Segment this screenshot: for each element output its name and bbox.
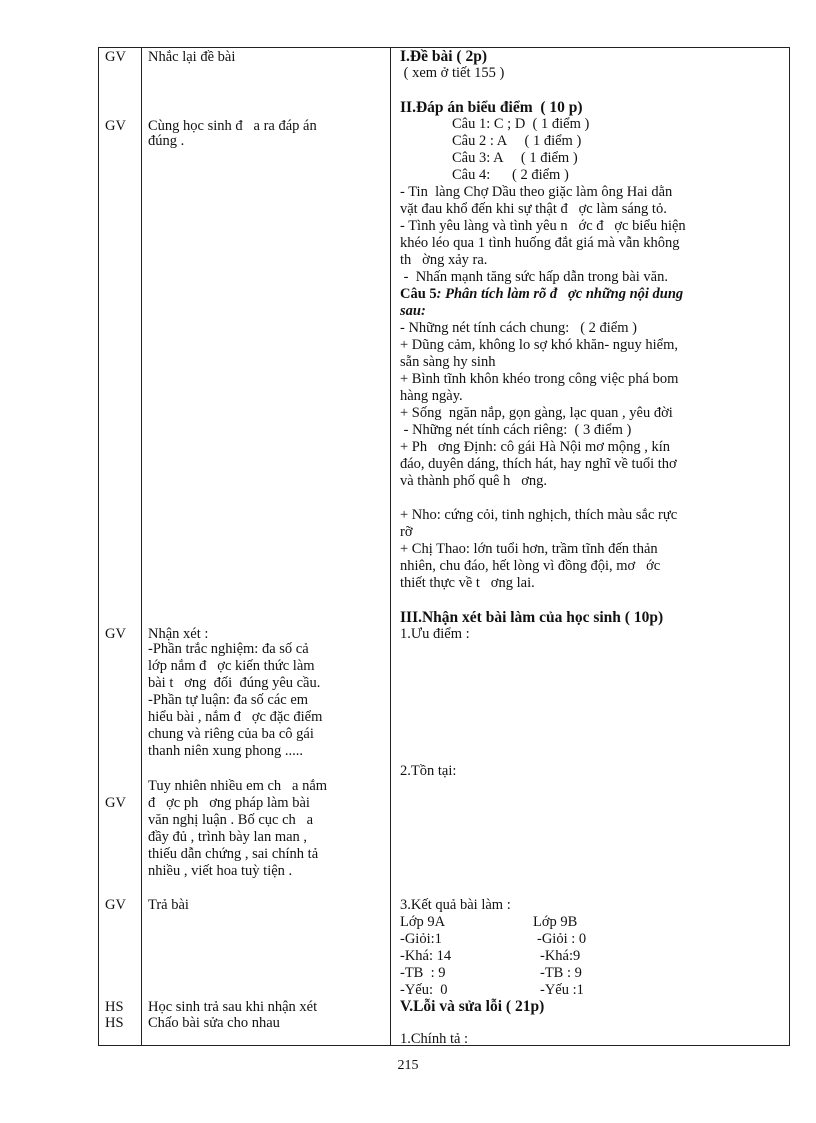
question-5-heading: [400, 287, 683, 302]
answer-line: Câu 3: A ( 1 điểm ): [452, 150, 578, 166]
answer-line: Câu 4: ( 2 điểm ): [452, 167, 569, 183]
result-line: -Giỏi:1: [400, 931, 442, 947]
answer-line: Câu 1: C ; D ( 1 điểm ): [452, 116, 590, 132]
result-line: -Yếu :1: [540, 982, 584, 998]
page-number: 215: [397, 1058, 419, 1073]
result-line: Lớp 9B: [533, 914, 578, 930]
activity-text: -Phần trắc nghiệm: đa số cả: [148, 641, 309, 657]
subsection-label: 1.Ưu điểm :: [400, 626, 470, 642]
column-divider: [141, 48, 142, 1045]
section-title: II.Đáp án biểu điểm ( 10 p): [400, 99, 583, 116]
activity-text: Cùng học sinh đ a ra đáp án: [148, 118, 317, 134]
body-line: - Tin làng Chợ Dầu theo giặc làm ông Hai dằn: [400, 184, 673, 200]
subsection-label: 1.Chính tả :: [400, 1031, 469, 1047]
body-line: + Sống ngăn nắp, gọn gàng, lạc quan , yêu đời: [400, 405, 673, 421]
result-line: -Giỏi : 0: [537, 931, 587, 947]
column-divider: [390, 48, 391, 1045]
activity-text: đúng .: [148, 133, 185, 149]
result-line: -Yếu: 0: [400, 982, 448, 998]
activity-text: văn nghị luận . Bố cục ch a: [148, 812, 314, 828]
role-label: HS: [105, 999, 124, 1015]
result-line: -TB : 9: [540, 965, 582, 981]
result-line: -Khá: 14: [400, 948, 452, 964]
answer-line: Câu 2 : A ( 1 điểm ): [452, 133, 582, 149]
result-line: -TB : 9: [400, 965, 446, 981]
body-line: + Bình tĩnh khôn khéo trong công việc phá bom: [400, 371, 679, 387]
result-line: -Khá:9: [540, 948, 581, 964]
activity-text: Chấo bài sửa cho nhau: [148, 1015, 280, 1031]
body-line: + Ph ơng Định: cô gái Hà Nội mơ mộng , kín: [400, 439, 670, 455]
role-label: GV: [105, 626, 126, 642]
activity-text: đầy đủ , trình bày lan man ,: [148, 829, 308, 845]
activity-text: đ ợc ph ơng pháp làm bài: [148, 795, 310, 811]
subsection-label: 3.Kết quả bài làm :: [400, 897, 511, 913]
body-line: hàng ngày.: [400, 388, 463, 404]
activity-text: nhiều , viết hoa tuỳ tiện .: [148, 863, 293, 879]
body-line: thiết thực về t ơng lai.: [400, 575, 535, 591]
activity-text: Học sinh trả sau khi nhận xét: [148, 999, 318, 1015]
body-line: rỡ: [400, 524, 413, 540]
body-line: - Những nét tính cách chung: ( 2 điểm ): [400, 320, 637, 336]
activity-text: thanh niên xung phong .....: [148, 743, 304, 759]
activity-text: lớp nắm đ ợc kiến thức làm: [148, 658, 315, 674]
activity-text: hiểu bài , nắm đ ợc đặc điểm: [148, 709, 323, 725]
result-line: Lớp 9A: [400, 914, 446, 930]
role-label: GV: [105, 897, 126, 913]
body-line: th ờng xảy ra.: [400, 252, 488, 268]
role-label: GV: [105, 118, 126, 134]
section-note: ( xem ở tiết 155 ): [400, 65, 505, 81]
question-5-text: : Phân tích làm rõ đ ợc những nội dung: [436, 286, 684, 302]
body-line: + Nho: cứng cỏi, tinh nghịch, thích màu sắc rực: [400, 507, 678, 523]
body-line: đáo, duyên dáng, thích hát, hay nghĩ về tuổi thơ: [400, 456, 677, 472]
body-line: và thành phố quê h ơng.: [400, 473, 548, 489]
activity-text: Nhận xét :: [148, 626, 209, 642]
activity-text: -Phần tự luận: đa số các em: [148, 692, 309, 708]
section-title: III.Nhận xét bài làm của học sinh ( 10p): [400, 609, 664, 626]
activity-text: Nhắc lại đề bài: [148, 49, 236, 65]
question-5-label: Câu 5: [400, 286, 437, 302]
activity-text: chung và riêng của ba cô gái: [148, 726, 314, 742]
body-line: + Chị Thao: lớn tuổi hơn, trầm tĩnh đến thản: [400, 541, 658, 557]
subsection-label: 2.Tồn tại:: [400, 763, 457, 779]
activity-text: Tuy nhiên nhiều em ch a nắm: [148, 778, 328, 794]
body-line: - Tình yêu làng và tình yêu n ớc đ ợc biểu hiện: [400, 218, 686, 234]
role-label: GV: [105, 795, 126, 811]
body-line: sẵn sàng hy sinh: [400, 354, 496, 370]
section-title: V.Lỗi và sửa lỗi ( 21p): [400, 998, 545, 1015]
question-5-text: sau:: [400, 303, 426, 319]
activity-text: bài t ơng đối đúng yêu cầu.: [148, 675, 321, 691]
activity-text: Trả bài: [148, 897, 189, 913]
role-label: HS: [105, 1015, 124, 1031]
body-line: nhiên, chu đáo, hết lòng vì đồng đội, mơ ớc: [400, 558, 661, 574]
body-line: khéo léo qua 1 tình huống đắt giá mà vẫn không: [400, 235, 680, 251]
activity-text: thiếu dẫn chứng , sai chính tả: [148, 846, 319, 862]
section-title: I.Đề bài ( 2p): [400, 48, 487, 65]
body-line: - Nhấn mạnh tăng sức hấp dẫn trong bài văn.: [400, 269, 668, 285]
body-line: vặt đau khổ đến khi sự thật đ ợc làm sáng tỏ.: [400, 201, 667, 217]
role-label: GV: [105, 49, 126, 65]
body-line: + Dũng cảm, không lo sợ khó khăn- nguy hiểm,: [400, 337, 679, 353]
body-line: - Những nét tính cách riêng: ( 3 điểm ): [400, 422, 632, 438]
